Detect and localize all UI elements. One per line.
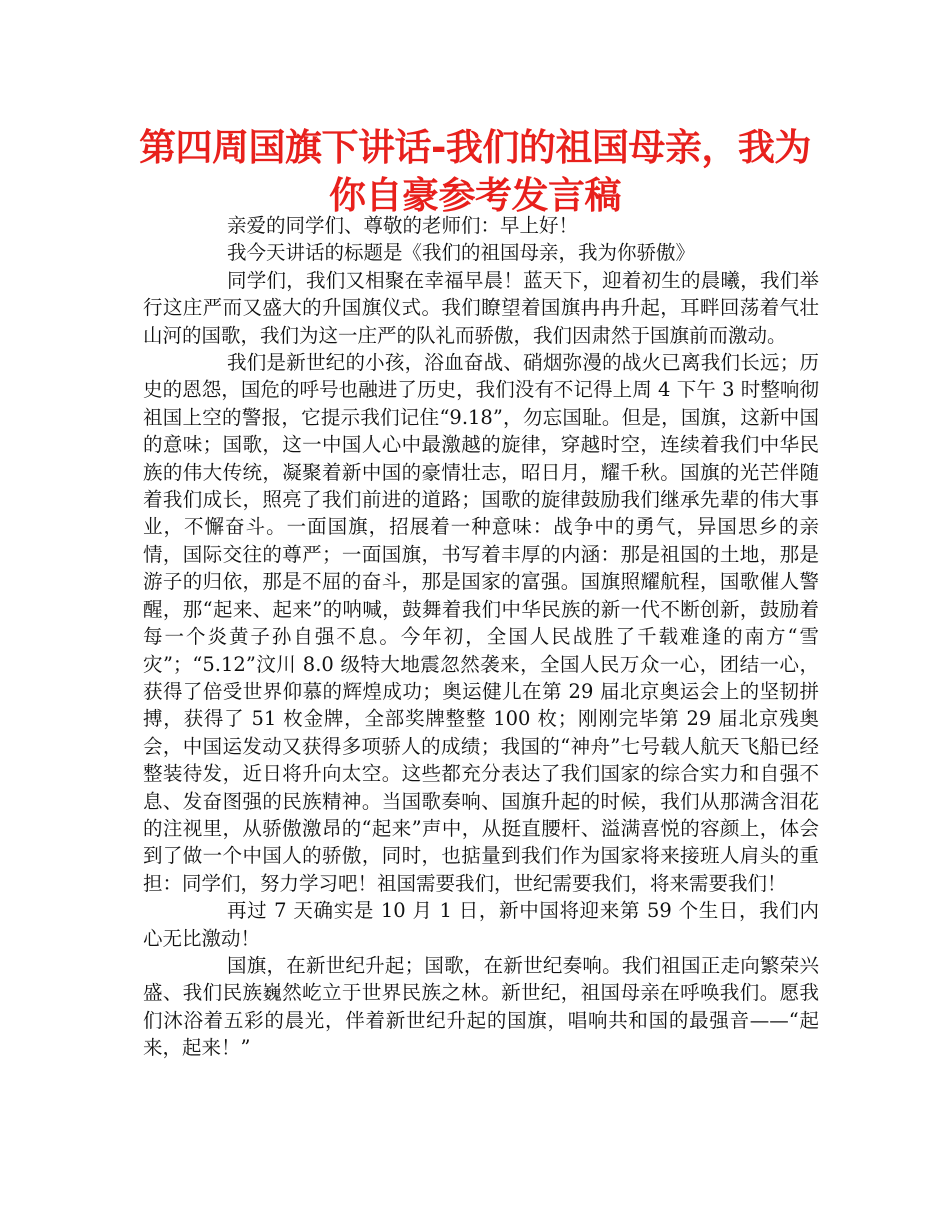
paragraph-opening: 同学们，我们又相聚在幸福早晨！蓝天下，迎着初生的晨曦，我们举行这庄严而又盛大的升国旗仪式。我们瞭望着国旗冉冉升起，耳畔回荡着气壮山河的国歌，我们为这一庄严的队礼而骄傲，我们因肃然于国旗前而激动。 [143, 268, 819, 347]
paragraph-closing: 国旗，在新世纪升起；国歌，在新世纪奏响。我们祖国正走向繁荣兴盛、我们民族巍然屹立于世界民族之林。新世纪，祖国母亲在呼唤我们。愿我们沐浴着五彩的晨光，伴着新世纪升起的国旗，唱响共和国的最强音——“起来，起来！” [143, 953, 819, 1060]
document-title: 第四周国旗下讲话-我们的祖国母亲，我为你自豪参考发言稿 [139, 126, 811, 217]
document-body [143, 212, 819, 1062]
paragraph-main: 我们是新世纪的小孩，浴血奋战、硝烟弥漫的战火已离我们长远；历史的恩怨，国危的呼号也融进了历史，我们没有不记得上周 4 下午 3 时整响彻祖国上空的警报，它提示我们记住“9.18”，勿忘国耻。但是，国旗，这新中国的意味；国歌，这一中国人心中最激越的旋律，穿越时空，连续着我们中华民族的伟大传统，凝聚着新中国的豪情壮志，昭日月，耀千秋。国旗的光芒伴随着我们成长，照亮了我们前进的道路；国歌的旋律鼓励我们继承先辈的伟大事业，不懈奋斗。一面国旗，招展着一种意味：战争中的勇气，异国思乡的亲情，国际交往的尊严；一面国旗，书写着丰厚的内涵：那是祖国的土地，那是游子的归依，那是不屈的奋斗，那是国家的富强。国旗照耀航程，国歌催人警醒，那“起来、起来”的呐喊，鼓舞着我们中华民族的新一代不断创新，鼓励着每一个炎黄子孙自强不息。今年初，全国人民战胜了千载难逢的南方“雪灾”；“5.12”汶川 8.0 级特大地震忽然袭来，全国人民万众一心，团结一心，获得了倍受世界仰慕的辉煌成功；奥运健儿在第 29 届北京奥运会上的坚韧拼搏，获得了 51 枚金牌，全部奖牌整整 100 枚；刚刚完毕第 29 届北京残奥会，中国运发动又获得多项骄人的成绩；我国的“神舟”七号载人航天飞船已经整装待发，近日将升向太空。这些都充分表达了我们国家的综合实力和自强不息、发奋图强的民族精神。当国歌奏响、国旗升起的时候，我们从那满含泪花的注视里，从骄傲激昂的“起来”声中，从挺直腰杆、溢满喜悦的容颜上，体会到了做一个中国人的骄傲，同时，也掂量到我们作为国家将来接班人肩头的重担：同学们，努力学习吧！祖国需要我们，世纪需要我们，将来需要我们！ [143, 351, 819, 895]
paragraph-speech-title: 我今天讲话的标题是《我们的祖国母亲，我为你骄傲》 [227, 241, 696, 265]
paragraph-greeting: 亲爱的同学们、尊敬的老师们：早上好！ [227, 214, 579, 237]
paragraph-national-day: 再过 7 天确实是 10 月 1 日，新中国将迎来第 59 个生日，我们内心无比激动！ [143, 899, 819, 950]
